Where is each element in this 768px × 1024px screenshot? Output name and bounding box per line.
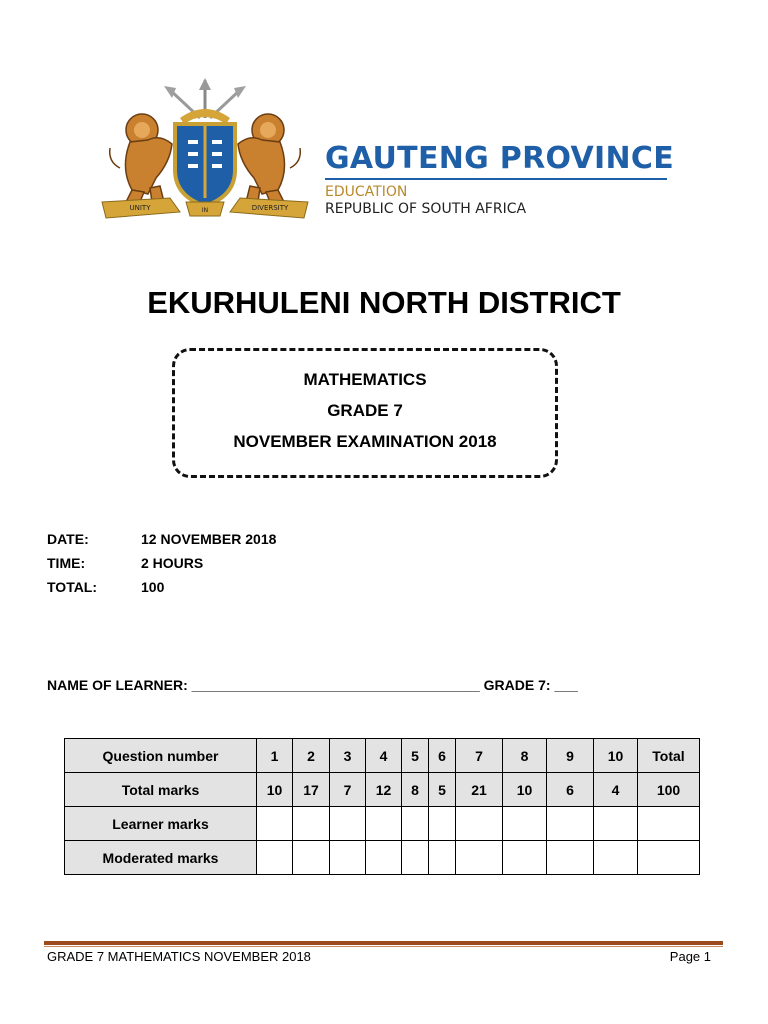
total-marks-cell: 8: [402, 773, 429, 807]
info-row-date: [47, 527, 276, 551]
learner-mark-cell[interactable]: [547, 807, 594, 841]
info-row-total: [47, 575, 276, 599]
question-number-cell: 3: [330, 739, 366, 773]
footer-divider: [44, 941, 723, 945]
footer-divider-thin: [44, 946, 723, 947]
learner-mark-cell[interactable]: [293, 807, 330, 841]
moderated-mark-cell[interactable]: [594, 841, 638, 875]
moderated-mark-cell[interactable]: [503, 841, 547, 875]
motto-mid: IN: [201, 207, 209, 214]
learner-mark-cell[interactable]: [257, 807, 293, 841]
info-row-time: [47, 551, 276, 575]
total-marks-cell: 6: [547, 773, 594, 807]
question-number-cell: 2: [293, 739, 330, 773]
footer-title: GRADE 7 MATHEMATICS NOVEMBER 2018: [47, 949, 311, 964]
total-marks-cell: 100: [638, 773, 700, 807]
brand-divider: [325, 178, 667, 180]
province-title: GAUTENG PROVINCE: [325, 141, 674, 176]
question-number-cell: 4: [366, 739, 402, 773]
row-label-moderated-marks: Moderated marks: [65, 841, 257, 875]
info-value: 100: [141, 579, 165, 595]
info-value: 2 HOURS: [141, 555, 204, 571]
learner-mark-cell[interactable]: [594, 807, 638, 841]
department-label: EDUCATION: [325, 184, 408, 200]
moderated-mark-cell[interactable]: [402, 841, 429, 875]
info-label: TIME:: [47, 555, 86, 571]
table-row: [65, 773, 700, 807]
exam-info: [47, 527, 276, 599]
marks-table: [64, 738, 700, 875]
row-label-total-marks: Total marks: [65, 773, 257, 807]
info-label: DATE:: [47, 531, 89, 547]
moderated-mark-cell[interactable]: [638, 841, 700, 875]
question-number-cell: 8: [503, 739, 547, 773]
info-value: 12 NOVEMBER 2018: [141, 531, 277, 547]
total-marks-cell: 10: [257, 773, 293, 807]
learner-mark-cell[interactable]: [402, 807, 429, 841]
learner-name-line: [47, 675, 578, 695]
learner-grade-label: GRADE 7:: [483, 677, 551, 693]
moderated-mark-cell[interactable]: [257, 841, 293, 875]
moderated-mark-cell[interactable]: [293, 841, 330, 875]
learner-name-label: NAME OF LEARNER:: [47, 677, 188, 693]
learner-name-blank[interactable]: _____________________________________: [191, 677, 480, 693]
motto-left: UNITY: [129, 204, 151, 212]
learner-grade-blank[interactable]: ___: [554, 677, 578, 693]
total-marks-cell: 12: [366, 773, 402, 807]
question-number-cell: 9: [547, 739, 594, 773]
question-number-cell: Total: [638, 739, 700, 773]
country-label: REPUBLIC OF SOUTH AFRICA: [325, 201, 527, 217]
exam-title-box: [172, 348, 558, 478]
learner-mark-cell[interactable]: [456, 807, 503, 841]
total-marks-cell: 5: [429, 773, 456, 807]
coat-of-arms-icon: [100, 78, 310, 228]
question-number-cell: 1: [257, 739, 293, 773]
total-marks-cell: 7: [330, 773, 366, 807]
moderated-mark-cell[interactable]: [366, 841, 402, 875]
grade-title: GRADE 7: [327, 401, 403, 420]
info-label: TOTAL:: [47, 579, 98, 595]
table-row: [65, 841, 700, 875]
table-row: [65, 807, 700, 841]
motto-right: DIVERSITY: [251, 204, 289, 212]
moderated-mark-cell[interactable]: [456, 841, 503, 875]
total-marks-cell: 10: [503, 773, 547, 807]
subject-title: MATHEMATICS: [303, 370, 427, 389]
learner-mark-cell[interactable]: [330, 807, 366, 841]
exam-session-title: NOVEMBER EXAMINATION 2018: [233, 432, 497, 451]
moderated-mark-cell[interactable]: [547, 841, 594, 875]
moderated-mark-cell[interactable]: [429, 841, 456, 875]
learner-mark-cell[interactable]: [638, 807, 700, 841]
brand-block: [325, 142, 674, 218]
page-number: Page 1: [669, 949, 711, 964]
table-row: [65, 739, 700, 773]
question-number-cell: 5: [402, 739, 429, 773]
total-marks-cell: 4: [594, 773, 638, 807]
question-number-cell: 6: [429, 739, 456, 773]
row-label-learner-marks: Learner marks: [65, 807, 257, 841]
moderated-mark-cell[interactable]: [330, 841, 366, 875]
learner-mark-cell[interactable]: [503, 807, 547, 841]
question-number-cell: 7: [456, 739, 503, 773]
district-title: EKURHULENI NORTH DISTRICT: [147, 285, 621, 320]
total-marks-cell: 21: [456, 773, 503, 807]
learner-mark-cell[interactable]: [429, 807, 456, 841]
row-label-question-number: Question number: [65, 739, 257, 773]
question-number-cell: 10: [594, 739, 638, 773]
total-marks-cell: 17: [293, 773, 330, 807]
learner-mark-cell[interactable]: [366, 807, 402, 841]
